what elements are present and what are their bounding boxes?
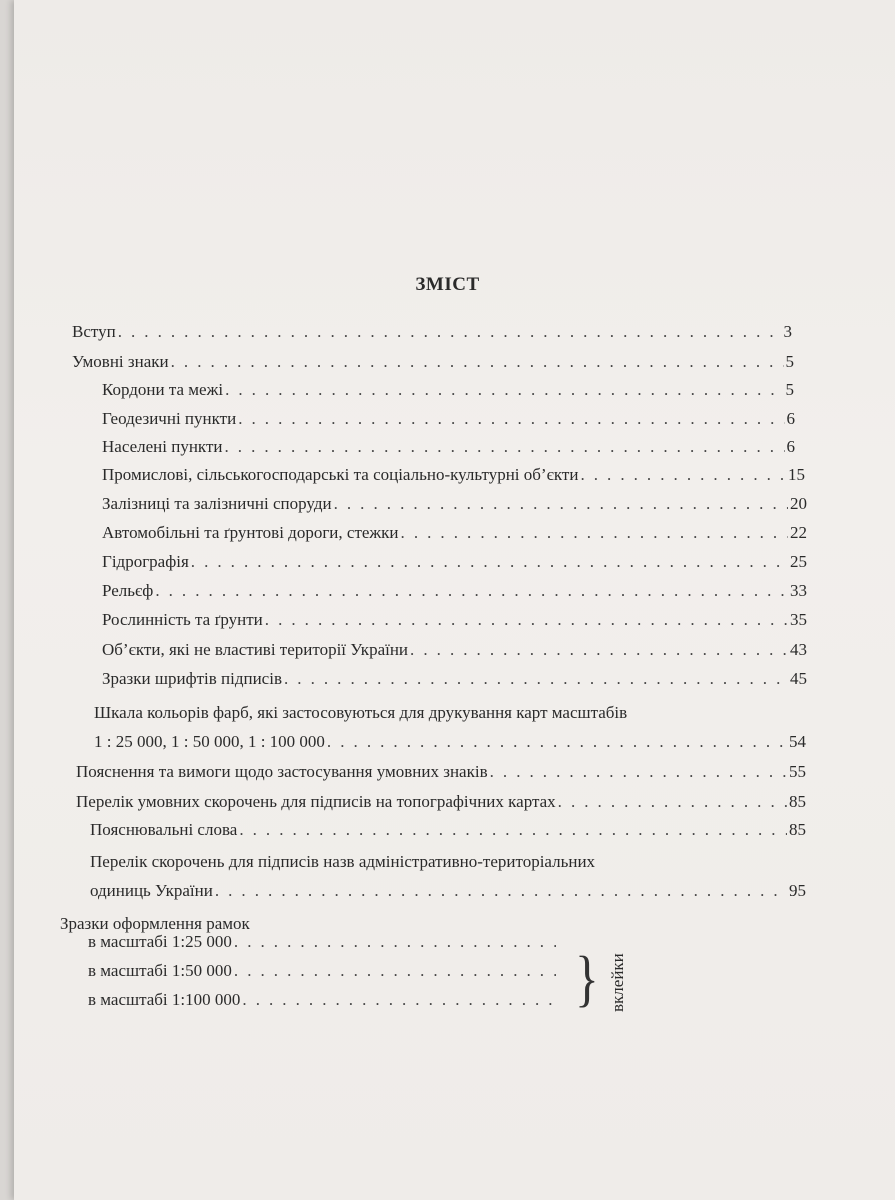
toc-entry-label: Вступ <box>72 322 116 341</box>
frame-item-label: в масштабі 1:100 000 <box>88 990 241 1009</box>
leader-dots <box>118 322 782 342</box>
toc-entry-page: 95 <box>789 881 806 900</box>
frame-item <box>88 961 558 981</box>
toc-entry-label: Зразки шрифтів підписів <box>102 669 282 688</box>
toc-entry-page: 20 <box>790 494 807 513</box>
toc-entry-label: Пояснення та вимоги щодо застосування умовних знаків <box>76 762 488 781</box>
toc-entry <box>102 409 795 429</box>
toc-entry-page: 85 <box>789 820 806 839</box>
page-title: ЗМІСТ <box>415 274 480 295</box>
toc-entry <box>102 581 807 601</box>
toc-entry-label: Залізниці та залізничні споруди <box>102 494 332 513</box>
frame-item <box>88 932 558 952</box>
toc-entry-page: 45 <box>790 669 807 688</box>
leader-dots <box>238 409 784 429</box>
leader-dots <box>242 990 556 1010</box>
leader-dots <box>191 552 788 572</box>
leader-dots <box>558 792 787 812</box>
toc-entry-label: Населені пункти <box>102 437 223 456</box>
toc-entry-label: Промислові, сільськогосподарські та соціально-культурні об’єкти <box>102 465 579 484</box>
toc-entry <box>76 762 806 782</box>
frame-item-label: в масштабі 1:50 000 <box>88 961 232 980</box>
leader-dots <box>239 820 787 840</box>
toc-entry-page: 6 <box>786 437 795 456</box>
frame-item-label: в масштабі 1:25 000 <box>88 932 232 951</box>
toc-entry <box>102 552 807 572</box>
toc-entry-page: 5 <box>785 352 794 371</box>
leader-dots <box>215 881 787 901</box>
toc-entry-label: Кордони та межі <box>102 380 224 399</box>
leader-dots <box>284 669 788 689</box>
leader-dots <box>334 494 788 514</box>
frames-heading: Зразки оформлення рамок <box>60 914 250 933</box>
leader-dots <box>171 352 784 372</box>
leader-dots <box>155 581 788 601</box>
toc-entry <box>90 820 806 840</box>
curly-brace-icon: } <box>574 945 599 1013</box>
toc-entry-label: Гідрографія <box>102 552 189 571</box>
leader-dots <box>265 610 788 630</box>
toc-entry <box>102 523 807 543</box>
toc-entry <box>102 669 807 689</box>
toc-entry-page: 33 <box>790 581 807 600</box>
toc-entry-label: Рослинність та ґрунти <box>102 610 263 629</box>
leader-dots <box>401 523 788 543</box>
toc-entry <box>72 352 794 372</box>
toc-entry <box>102 465 805 485</box>
toc-entry-page: 35 <box>790 610 807 629</box>
toc-entry-label: Автомобільні та ґрунтові дороги, стежки <box>102 523 399 542</box>
toc-entry <box>102 494 807 514</box>
toc-entry <box>102 610 807 630</box>
toc-entry-label: 1 : 25 000, 1 : 50 000, 1 : 100 000 <box>94 732 325 751</box>
toc-entry-page: 15 <box>788 465 805 484</box>
toc-entry <box>90 881 806 901</box>
toc-entry-label: Перелік умовних скорочень для підписів на топографічних картах <box>76 792 556 811</box>
toc-entry-label: Рельєф <box>102 581 154 600</box>
leader-dots <box>224 437 784 457</box>
toc-entry <box>102 380 794 400</box>
leader-dots <box>225 380 783 400</box>
toc-entry <box>94 732 806 752</box>
toc-entry-label: Об’єкти, які не властиві території України <box>102 640 409 659</box>
frame-item <box>88 990 558 1010</box>
toc-entry-label: Умовні знаки <box>72 352 169 371</box>
leader-dots <box>234 932 556 952</box>
leader-dots <box>580 465 786 485</box>
toc-entry <box>76 792 806 812</box>
toc-entry <box>102 640 807 660</box>
toc-entry <box>72 322 792 342</box>
insert-label: вклейки <box>608 953 627 1012</box>
leader-dots <box>327 732 787 752</box>
leader-dots <box>234 961 556 981</box>
toc-entry-page: 25 <box>790 552 807 571</box>
toc-entry-label-line1: Перелік скорочень для підписів назв адміністративно-територіальних <box>90 852 596 871</box>
toc-entry-page: 55 <box>789 762 806 781</box>
toc-entry-page: 54 <box>789 732 806 751</box>
toc-entry-page: 5 <box>785 380 794 399</box>
toc-entry-label: Геодезичні пункти <box>102 409 237 428</box>
toc-entry-page: 3 <box>783 322 792 341</box>
toc-entry-page: 85 <box>789 792 806 811</box>
toc-entry-label: одиниць України <box>90 881 213 900</box>
toc-entry-label-line1: Шкала кольорів фарб, які застосовуються для друкування карт масштабів <box>94 703 628 722</box>
leader-dots <box>490 762 787 782</box>
leader-dots <box>410 640 788 660</box>
toc-entry-page: 6 <box>786 409 795 428</box>
toc-entry <box>102 437 795 457</box>
toc-entry-label: Пояснювальні слова <box>90 820 238 839</box>
toc-entry-page: 43 <box>790 640 807 659</box>
toc-entry-page: 22 <box>790 523 807 542</box>
